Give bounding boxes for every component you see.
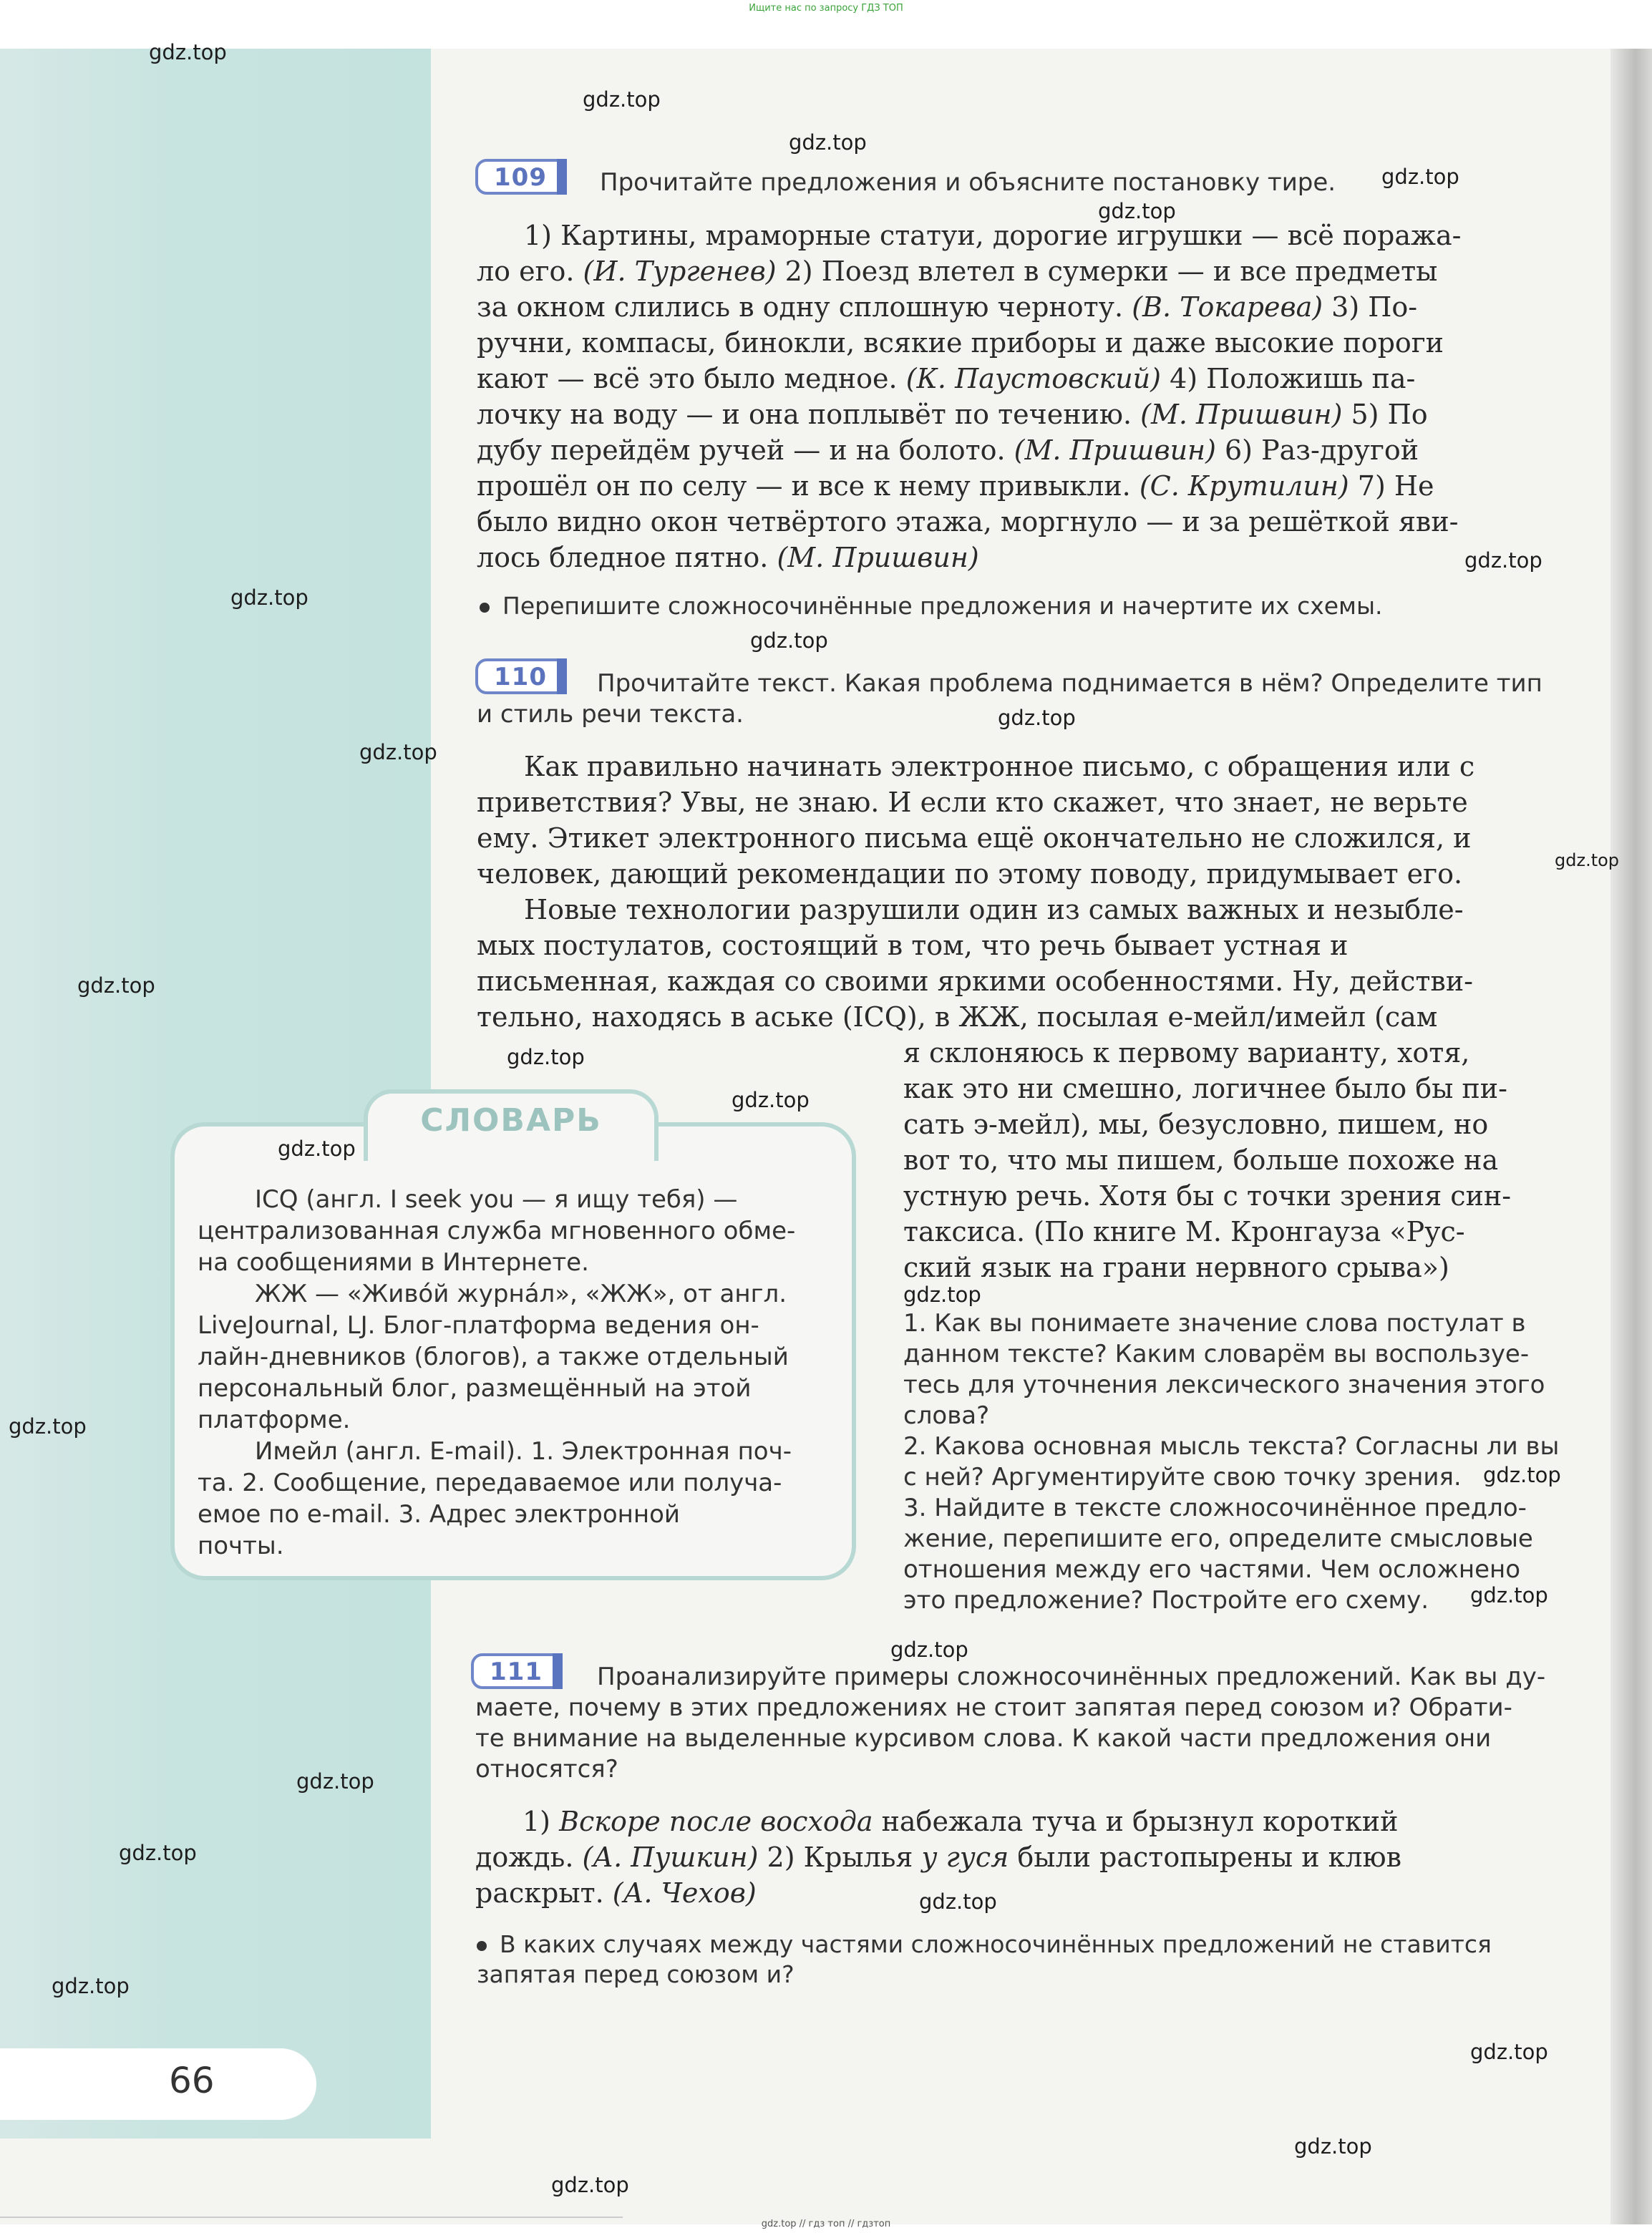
exercise-111-number: 111 [490,1658,543,1686]
ex109-line: лось бледное пятно. (М. Пришвин) [477,542,979,573]
ex110-narrow-line: вот то, что мы пишем, больше похоже на [903,1144,1499,1176]
dictionary-line: Имейл (англ. E-mail). 1. Электронная поч- [255,1437,792,1466]
ex110-narrow-line: устную речь. Хотя бы с точки зрения син- [903,1180,1512,1212]
exercise-111-bullet-text: В каких случаях между частями сложносочинённых предложений не ставится [500,1930,1492,1958]
dictionary-line: персональный блог, размещённый на этой [198,1374,752,1403]
ex110-question-line: это предложение? Постройте его схему. [903,1586,1429,1615]
exercise-110-body-narrow [903,1035,1583,1285]
dictionary-line: на сообщениями в Интернете. [198,1248,589,1277]
exercise-109-task: Прочитайте предложения и объясните постановку тире. [600,168,1336,197]
watermark: gdz.top [119,1841,197,1865]
exercise-111-bullet-line: запятая перед союзом и? [477,1960,795,1988]
ex110-line: Новые технологии разрушили один из самых важных и незыбле- [524,894,1464,925]
exercise-111-task-cont [475,1693,1585,1785]
ex110-narrow-line: сать э-мейл), мы, безусловно, пишем, но [903,1109,1489,1140]
ex109-line: прошёл он по селу — и все к нему привыкли. (С. Крутилин) 7) Не [477,470,1434,502]
exercise-110-number: 110 [494,663,547,691]
dictionary-line: ICQ (англ. I seek you — я ищу тебя) — [255,1185,738,1214]
ex110-line: Как правильно начинать электронное письмо, с обращения или с [524,751,1475,782]
top-banner[interactable]: Ищите нас по запросу ГДЗ ТОП [749,3,903,14]
ex110-narrow-line: ский язык на грани нервного срыва») [903,1252,1449,1283]
watermark: gdz.top [9,1414,87,1439]
ex109-line: за окном слились в одну сплошную черноту. (В. Токарева) 3) По- [477,291,1418,323]
ex109-line: ручни, компасы, бинокли, всякие приборы и даже высокие пороги [477,327,1444,359]
watermark: gdz.top [551,2173,629,2197]
watermark: gdz.top [1294,2134,1372,2159]
exercise-110-task-line: и стиль речи текста. [477,700,744,729]
ex110-question-line: с ней? Аргументируйте свою точку зрения. [903,1463,1462,1492]
ex110-line: мых постулатов, состоящий в том, что речь бывает устная и [477,930,1349,961]
watermark: gdz.top [903,1283,981,1307]
ex110-line: письменная, каждая со своими яркими особенностями. Ну, действи- [477,965,1473,997]
ex109-line: кают — всё это было медное. (К. Паустовский) 4) Положишь па- [477,363,1416,394]
exercise-111-task-line: те внимание на выделенные курсивом слова. К какой части предложения они [475,1724,1492,1753]
ex110-question-line: 3. Найдите в тексте сложносочинённое предло- [903,1494,1527,1522]
dictionary-line: платформе. [198,1406,351,1434]
ex109-line: ло его. (И. Тургенев) 2) Поезд влетел в сумерки — и все предметы [477,256,1438,287]
watermark: gdz.top [732,1088,810,1112]
watermark: gdz.top [230,585,308,610]
watermark: gdz.top [919,1889,997,1914]
watermark: gdz.top [507,1045,585,1069]
watermark: gdz.top [1555,850,1620,870]
dictionary-text [198,1184,827,1562]
watermark: gdz.top [278,1137,356,1161]
page-number-box [0,2048,316,2120]
watermark: gdz.top [1098,199,1176,223]
exercise-110-badge [475,658,567,694]
watermark: gdz.top [1381,165,1459,189]
exercise-111-task-line: маете, почему в этих предложениях не стоит запятая перед союзом и? Обрати- [475,1693,1512,1722]
ex110-line: человек, дающий рекомендации по этому поводу, придумывает его. [477,858,1463,890]
dictionary-line: лайн-дневников (блогов), а также отдельный [198,1343,789,1371]
dictionary-line: ЖЖ — «Живо́й журна́л», «ЖЖ», от англ. [255,1280,787,1308]
ex110-question-line: слова? [903,1401,990,1430]
dictionary-line: почты. [198,1532,284,1560]
watermark: gdz.top [583,87,661,112]
watermark: gdz.top [789,130,867,155]
bottom-divider [0,2217,623,2218]
ex110-narrow-line: таксиса. (По книге М. Кронгауза «Рус- [903,1216,1465,1247]
exercise-109-body [477,218,1585,575]
exercise-110-body [477,749,1585,1035]
exercise-110-task [597,668,1585,699]
bullet-icon [480,603,490,613]
bullet-icon [477,1941,487,1951]
ex110-question-line: 1. Как вы понимаете значение слова постулат в [903,1309,1526,1338]
exercise-109-bullet [480,591,1553,621]
watermark: gdz.top [750,628,828,653]
ex109-line: было видно окон четвёртого этажа, моргнуло — и за решёткой яви- [477,506,1459,537]
bottom-banner[interactable]: gdz.top // гдз топ // гдзтоп [761,2219,891,2229]
exercise-111-task-line: относятся? [475,1755,618,1784]
dictionary-title: СЛОВАРЬ [420,1102,602,1139]
ex110-question-line: 2. Какова основная мысль текста? Согласны ли вы [903,1432,1560,1461]
ex110-line: ему. Этикет электронного письма ещё окончательно не сложился, и [477,822,1472,854]
dictionary-line: LiveJournal, LJ. Блог-платформа ведения он- [198,1311,759,1340]
watermark: gdz.top [1483,1463,1561,1487]
exercise-109-number: 109 [494,163,547,192]
dictionary-line: та. 2. Сообщение, передаваемое или получа- [198,1469,782,1497]
exercise-111-bullet-line [477,1930,1586,1960]
ex110-line: приветствия? Увы, не знаю. И если кто скажет, что знает, не верьте [477,787,1468,818]
exercise-110-task-line: Прочитайте текст. Какая проблема поднимается в нём? Определите тип [597,669,1542,698]
ex111-line: раскрыт. (А. Чехов) [475,1877,757,1909]
exercise-109-bullet-text: Перепишите сложносочинённые предложения и начертите их схемы. [502,592,1383,620]
exercise-110-questions [903,1308,1583,1616]
exercise-111-bullet [477,1930,1586,1990]
watermark: gdz.top [296,1769,374,1794]
page-number: 66 [169,2060,215,2101]
ex110-question-line: отношения между его частями. Чем осложнено [903,1555,1521,1584]
watermark: gdz.top [359,740,437,764]
ex111-line: 1) Вскоре после восхода набежала туча и брызнул короткий [523,1806,1399,1837]
ex109-line: дубу перейдём ручей — и на болото. (М. Пришвин) 6) Раз-другой [477,434,1419,466]
watermark: gdz.top [77,973,155,998]
ex109-line: лочку на воду — и она поплывёт по течению. (М. Пришвин) 5) По [477,399,1428,430]
exercise-111-badge [471,1653,563,1689]
watermark: gdz.top [1470,2040,1548,2064]
watermark: gdz.top [149,40,227,64]
watermark: gdz.top [52,1974,130,1998]
exercise-109-badge [475,159,567,195]
exercise-111-body [475,1804,1583,1911]
ex110-narrow-line: я склоняюсь к первому варианту, хотя, [903,1037,1470,1069]
ex110-question-line: жение, перепишите его, определите смысловые [903,1524,1533,1553]
dictionary-line: емое по e-mail. 3. Адрес электронной [198,1500,680,1529]
watermark: gdz.top [890,1638,968,1662]
ex110-question-line: данном тексте? Каким словарём вы воспользуе- [903,1340,1530,1368]
exercise-111-task [597,1662,1585,1693]
page-margin-band [0,49,431,2139]
ex109-line: 1) Картины, мраморные статуи, дорогие игрушки — всё поража- [524,220,1462,251]
exercise-111-task-line: Проанализируйте примеры сложносочинённых предложений. Как вы ду- [597,1663,1546,1691]
ex111-line: дождь. (А. Пушкин) 2) Крылья у гуся были растопырены и клюв [475,1842,1402,1873]
watermark: gdz.top [1470,1583,1548,1607]
page-binding-edge [1610,49,1652,2224]
watermark: gdz.top [1464,548,1542,573]
ex110-question-line: тесь для уточнения лексического значения этого [903,1371,1545,1399]
ex110-narrow-line: как это ни смешно, логичнее было бы пи- [903,1073,1507,1104]
ex110-line: тельно, находясь в аське (ICQ), в ЖЖ, посылая е-мейл/имейл (сам [477,1001,1438,1033]
dictionary-line: централизованная служба мгновенного обме- [198,1217,796,1245]
watermark: gdz.top [998,706,1076,730]
exercise-110-task-cont [477,699,1464,730]
